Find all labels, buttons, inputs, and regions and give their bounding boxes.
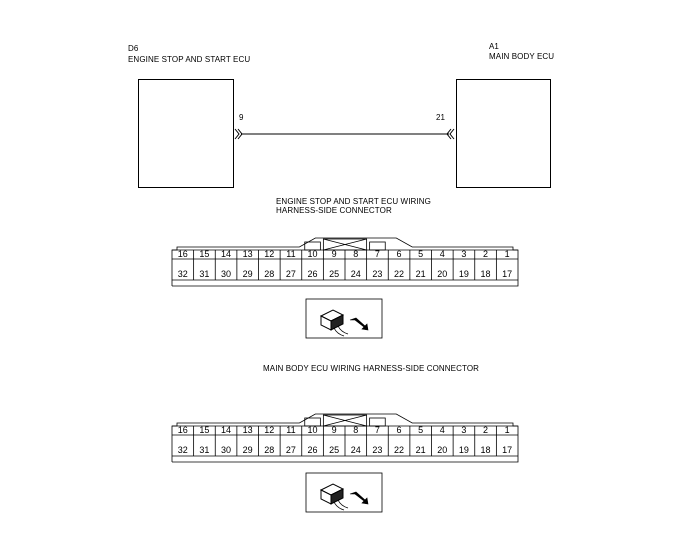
connector2-pin-22: 22 — [394, 445, 405, 455]
right-ecu-code: A1 — [489, 42, 499, 51]
connector1-pin-3: 3 — [461, 249, 467, 259]
connector1-pin-19: 19 — [458, 269, 469, 279]
connector1-pin-5: 5 — [418, 249, 424, 259]
connector1-pin-31: 31 — [199, 269, 210, 279]
connector1-pin-20: 20 — [437, 269, 448, 279]
connector2-pin-16: 16 — [177, 425, 188, 435]
connector2-pin-32: 32 — [177, 445, 188, 455]
connector2-pin-12: 12 — [264, 425, 275, 435]
connector1-pin-32: 32 — [177, 269, 188, 279]
connector2-pin-19: 19 — [458, 445, 469, 455]
connector1-pin-24: 24 — [350, 269, 361, 279]
connector2-pin-9: 9 — [331, 425, 337, 435]
connector2-pin-21: 21 — [415, 445, 426, 455]
connector2-pin-8: 8 — [353, 425, 359, 435]
connector2-pin-20: 20 — [437, 445, 448, 455]
connector2-pin-27: 27 — [285, 445, 296, 455]
connector1-pin-15: 15 — [199, 249, 210, 259]
connector2-pin-26: 26 — [307, 445, 318, 455]
left-ecu-pin-label: 9 — [239, 113, 244, 122]
connector2-pin-30: 30 — [221, 445, 232, 455]
connector2-pin-14: 14 — [221, 425, 232, 435]
connector1-pin-8: 8 — [353, 249, 359, 259]
connector1-title-line2: HARNESS-SIDE CONNECTOR — [276, 206, 392, 215]
connector2-pin-24: 24 — [350, 445, 361, 455]
connector1-pin-25: 25 — [329, 269, 340, 279]
connector1-pin-17: 17 — [502, 269, 513, 279]
connector2-pin-6: 6 — [396, 425, 402, 435]
connector1-pin-21: 21 — [415, 269, 426, 279]
left-ecu-code: D6 — [128, 44, 139, 53]
connector2 — [172, 414, 518, 512]
right-ecu-pin-label: 21 — [436, 113, 446, 122]
connector2-pin-7: 7 — [374, 425, 380, 435]
connector2-title: MAIN BODY ECU WIRING HARNESS-SIDE CONNECTOR — [263, 364, 480, 373]
connector1-pin-6: 6 — [396, 249, 402, 259]
connector2-pin-15: 15 — [199, 425, 210, 435]
left-ecu-name: ENGINE STOP AND START ECU — [128, 55, 251, 64]
connector-front-view-icon — [306, 299, 382, 338]
connector1-pin-26: 26 — [307, 269, 318, 279]
connector1-pin-1: 1 — [504, 249, 510, 259]
connector1-pin-9: 9 — [331, 249, 337, 259]
connector1-pin-13: 13 — [242, 249, 253, 259]
connector2-pin-11: 11 — [286, 425, 296, 435]
connector2-pin-1: 1 — [504, 425, 510, 435]
connector2-pin-2: 2 — [483, 425, 489, 435]
connector1-pin-16: 16 — [177, 249, 188, 259]
connector2-pin-10: 10 — [307, 425, 318, 435]
connector1-pin-4: 4 — [439, 249, 445, 259]
connector2-pin-25: 25 — [329, 445, 340, 455]
connector1-title-line1: ENGINE STOP AND START ECU WIRING — [276, 197, 431, 206]
connector1-pin-23: 23 — [372, 269, 383, 279]
connector2-pin-29: 29 — [242, 445, 253, 455]
connector2-pin-17: 17 — [502, 445, 513, 455]
connector1-pin-30: 30 — [221, 269, 232, 279]
right-ecu-name: MAIN BODY ECU — [489, 52, 555, 61]
connector2-pin-18: 18 — [480, 445, 491, 455]
connector2-pin-28: 28 — [264, 445, 275, 455]
connector-front-view-icon — [306, 473, 382, 512]
connector1-pin-2: 2 — [483, 249, 489, 259]
connector1-pin-27: 27 — [285, 269, 296, 279]
connector2-pin-5: 5 — [418, 425, 424, 435]
connector1 — [172, 238, 518, 338]
connector2-pin-4: 4 — [439, 425, 445, 435]
connector2-pin-31: 31 — [199, 445, 210, 455]
connector1-pin-28: 28 — [264, 269, 275, 279]
connector1-pin-14: 14 — [221, 249, 232, 259]
connector1-pin-29: 29 — [242, 269, 253, 279]
connector2-pin-13: 13 — [242, 425, 253, 435]
connector1-pin-12: 12 — [264, 249, 275, 259]
connector2-pin-3: 3 — [461, 425, 467, 435]
connector1-pin-10: 10 — [307, 249, 318, 259]
connector1-pin-7: 7 — [374, 249, 380, 259]
connector1-pin-22: 22 — [394, 269, 405, 279]
connector1-pin-11: 11 — [286, 249, 296, 259]
connector1-pin-18: 18 — [480, 269, 491, 279]
connector2-pin-23: 23 — [372, 445, 383, 455]
